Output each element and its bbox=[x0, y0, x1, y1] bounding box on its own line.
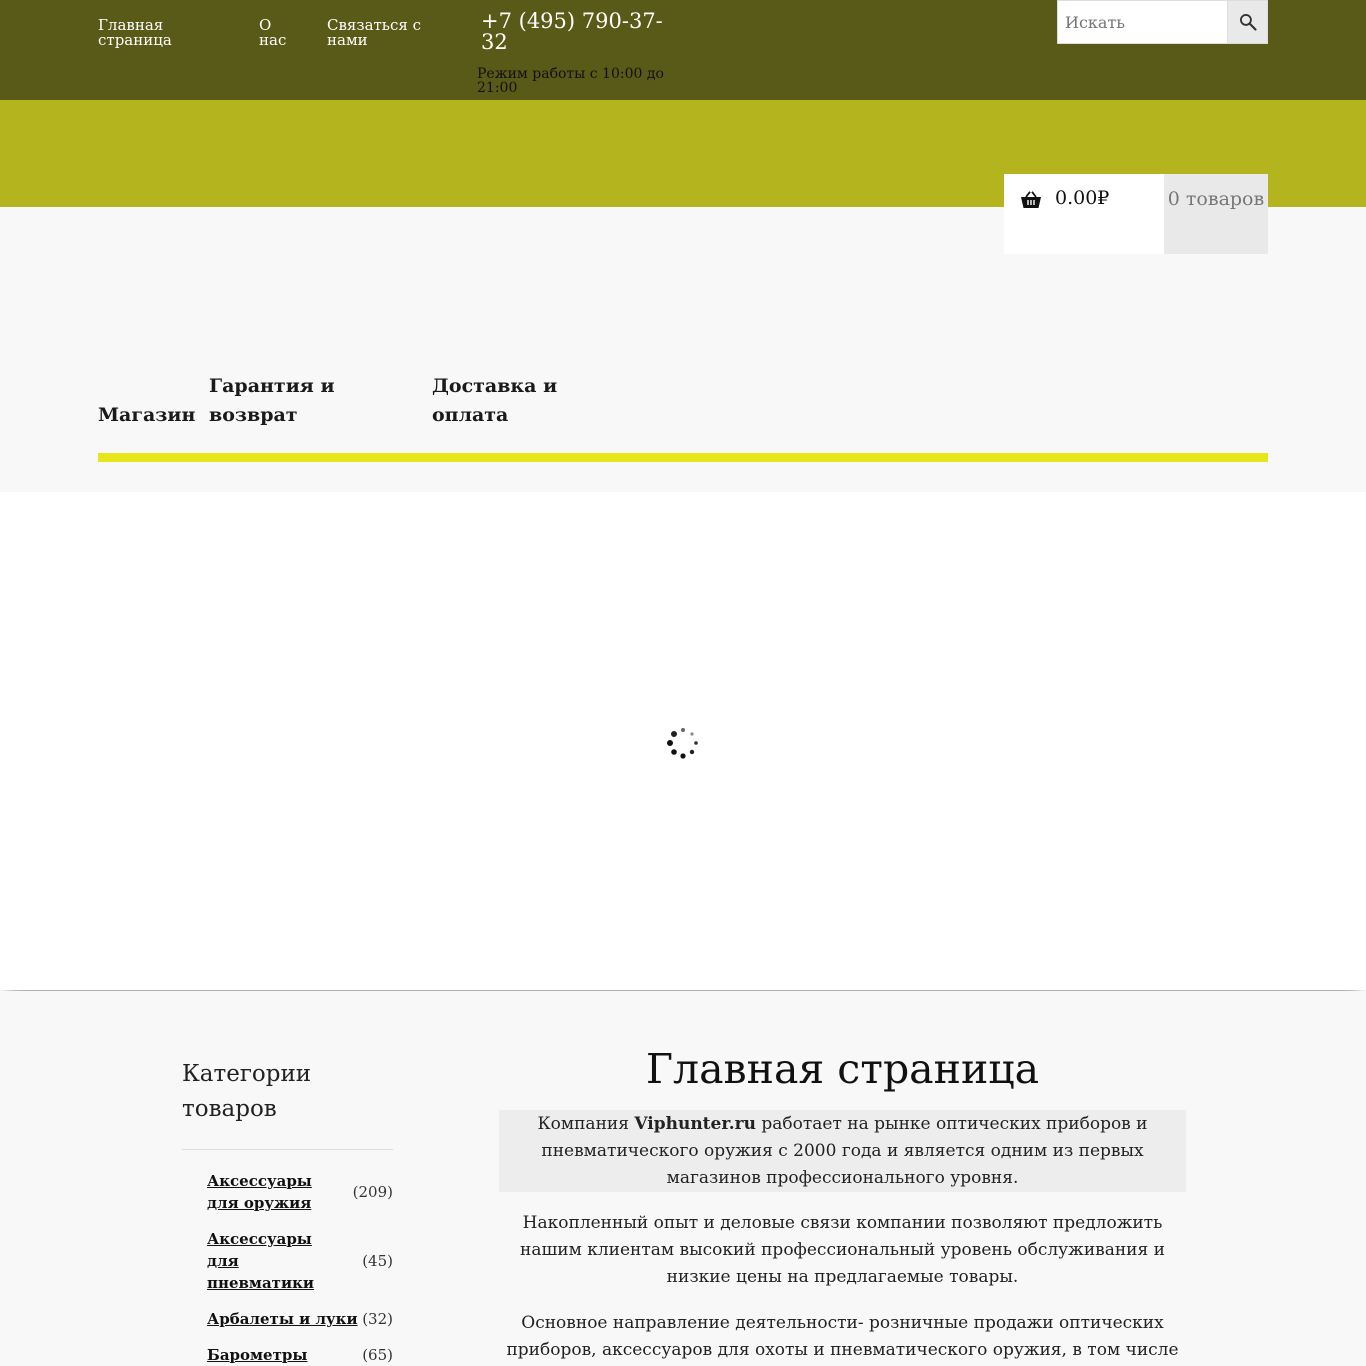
category-link[interactable]: Аксессуары для оружия bbox=[207, 1172, 312, 1212]
list-item bbox=[207, 1228, 393, 1294]
cart-total-amount: 0.00₽ bbox=[1055, 187, 1110, 209]
cart-widget[interactable] bbox=[1004, 174, 1268, 254]
nav-link-contact[interactable]: Связаться с нами bbox=[327, 16, 422, 49]
intro-prefix: Компания bbox=[537, 1114, 635, 1134]
phone-number[interactable]: +7 (495) 790-37-32 bbox=[481, 9, 663, 54]
nav-item-shop[interactable]: Магазин bbox=[98, 404, 196, 426]
top-bar bbox=[0, 0, 1366, 100]
list-item bbox=[207, 1170, 393, 1214]
nav-underline bbox=[98, 453, 1268, 462]
page-title: Главная страница bbox=[645, 1045, 1040, 1093]
cart-item-count[interactable]: 0 товаров bbox=[1164, 174, 1268, 254]
nav-link-home[interactable]: Главная страница bbox=[98, 16, 172, 49]
sidebar-title: Категории товаров bbox=[182, 1061, 312, 1122]
category-list bbox=[207, 1170, 393, 1366]
category-link[interactable]: Аксессуары для пневматики bbox=[207, 1230, 315, 1292]
nav-item-warranty[interactable]: Гарантия и возврат bbox=[209, 375, 335, 426]
search-button[interactable] bbox=[1227, 1, 1267, 43]
brand-name: Viphunter.ru bbox=[634, 1114, 756, 1134]
nav-item-delivery[interactable]: Доставка и оплата bbox=[432, 375, 558, 426]
search-icon bbox=[1238, 12, 1258, 32]
list-item bbox=[207, 1308, 393, 1330]
category-link[interactable]: Арбалеты и луки bbox=[207, 1310, 358, 1328]
search-form bbox=[1057, 0, 1268, 44]
working-hours: Режим работы с 10:00 до 21:00 bbox=[477, 66, 664, 96]
paragraph: Накопленный опыт и деловые связи компании позволяют предложить нашим клиентам высокий профессиональный уровень обслуживания и низкие цены на предлагаемые товары. bbox=[520, 1213, 1165, 1287]
category-count: (209) bbox=[352, 1183, 393, 1201]
category-link[interactable]: Барометры bbox=[207, 1346, 308, 1364]
cart-total[interactable] bbox=[1004, 174, 1164, 254]
category-count: (65) bbox=[362, 1346, 393, 1364]
basket-icon bbox=[1020, 191, 1042, 209]
intro-paragraph bbox=[499, 1110, 1186, 1192]
nav-link-about[interactable]: О нас bbox=[259, 16, 287, 49]
main-nav bbox=[98, 372, 1268, 452]
intro-text: работает на рынке оптических приборов и пневматического оружия с 2000 года и является одним из первых магазинов профессионального уровня. bbox=[541, 1114, 1148, 1188]
category-count: (32) bbox=[362, 1310, 393, 1328]
list-item bbox=[207, 1344, 393, 1366]
divider bbox=[182, 1149, 393, 1150]
paragraph: Основное направление деятельности- розничные продажи оптических приборов, аксессуаров для охоты и пневматического оружия, в том числе bbox=[506, 1313, 1179, 1360]
search-input[interactable] bbox=[1058, 1, 1227, 43]
category-count: (45) bbox=[362, 1252, 393, 1270]
loading-spinner-icon bbox=[666, 726, 700, 760]
